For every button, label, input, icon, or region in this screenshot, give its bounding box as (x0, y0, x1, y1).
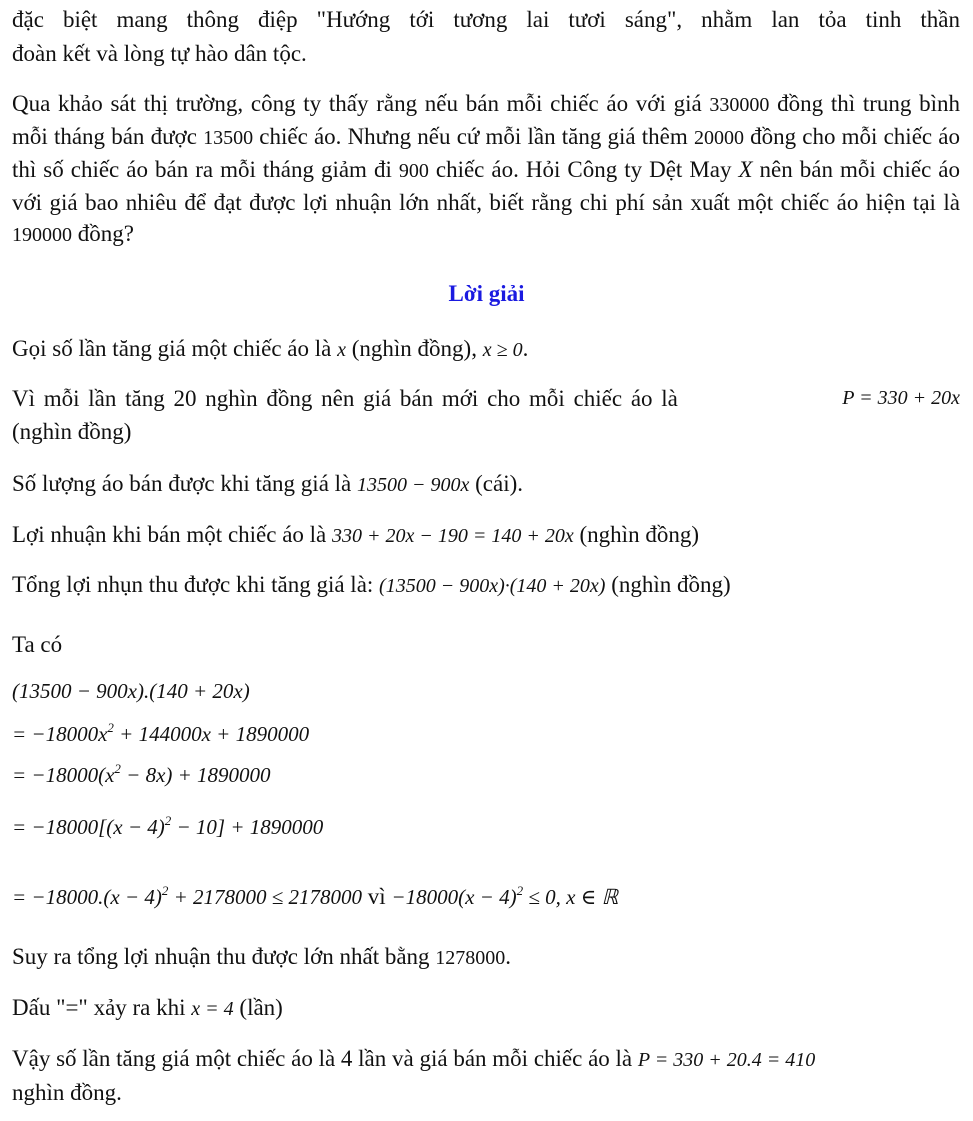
step-5 (12, 569, 731, 602)
step-1 (12, 333, 528, 366)
step-1-var: x (337, 339, 346, 361)
step-3-text: Số lượng áo bán được khi tăng giá là (12, 471, 357, 496)
equation-line-5 (12, 884, 618, 910)
problem-text-f: nên bán mỗi chiếc áo với giá bao nhiêu để đạt được lợi nhuận lớn nhất, biết rằng chi phí sản xuất một chiếc áo hiện tại là (12, 157, 960, 215)
step-8-unit: (lần) (233, 995, 283, 1020)
step-2-text: Vì mỗi lần tăng 20 nghìn đồng nên giá bán mới cho mỗi chiếc áo là (12, 386, 678, 411)
equation-line-2 (12, 722, 309, 747)
eq5-part-g: ≤ 0, x ∈ ℝ (523, 885, 619, 909)
step-5-text: Tổng lợi nhụn thu được khi tăng giá là: (12, 572, 380, 597)
cost-value: 190000 (12, 224, 72, 246)
equation-line-3 (12, 763, 271, 788)
step-9-text: Vậy số lần tăng giá một chiếc áo là 4 lần và giá bán mỗi chiếc áo là (12, 1046, 638, 1071)
problem-text-g: đồng? (72, 221, 134, 246)
step-4-text: Lợi nhuận khi bán một chiếc áo là (12, 522, 333, 547)
eq2-exponent: 2 (107, 720, 114, 735)
company-symbol: X (738, 157, 753, 182)
step-7-text: Suy ra tổng lợi nhuận thu được lớn nhất bằng (12, 944, 436, 969)
step-3-equation: 13500 − 900x (357, 474, 470, 496)
step-8-equation: x = 4 (191, 998, 234, 1020)
step-6: Ta có (12, 632, 63, 657)
eq3-part-c: − 8x) + 1890000 (120, 763, 271, 787)
step-2-unit: (nghìn đồng) (12, 419, 132, 444)
step-9 (12, 1043, 815, 1076)
step-7 (12, 941, 511, 974)
step-9-unit: nghìn đồng. (12, 1080, 122, 1105)
problem-text-a: Qua khảo sát thị trường, công ty thấy rằng nếu bán mỗi chiếc áo với giá (12, 91, 710, 116)
eq2-part-a: = −18000x (12, 722, 108, 746)
step-9-equation: P = 330 + 20.4 = 410 (637, 1049, 816, 1071)
eq4-exponent: 2 (164, 813, 172, 828)
step-8 (12, 992, 283, 1025)
step-value: 20000 (693, 127, 744, 149)
step-1-period: . (522, 336, 529, 361)
step-5-unit: (nghìn đồng) (605, 572, 731, 597)
eq4-part-c: − 10] + 1890000 (171, 815, 324, 839)
problem-text-e: chiếc áo. Hỏi Công ty Dệt May (428, 157, 739, 182)
drop-value: 900 (398, 160, 429, 182)
step-1-unit: (nghìn đồng), (346, 336, 483, 361)
eq5-part-a: = −18000.(x − 4) (12, 885, 162, 909)
solution-title: Lời giải (448, 281, 525, 306)
eq5-exponent: 2 (161, 883, 169, 898)
step-4 (12, 519, 699, 552)
eq5-part-c: + 2178000 ≤ 2178000 (168, 885, 363, 909)
step-4-equation: 330 + 20x − 190 = 140 + 20x (332, 525, 574, 547)
step-1-text: Gọi số lần tăng giá một chiếc áo là (12, 336, 338, 361)
price-value: 330000 (709, 94, 770, 116)
eq5-exponent-2: 2 (516, 883, 524, 898)
step-3 (12, 468, 523, 501)
problem-text-c: chiếc áo. Nhưng nếu cứ mỗi lần tăng giá thêm (253, 124, 694, 149)
step-5-equation: (13500 − 900x)·(140 + 20x) (379, 575, 606, 597)
intro-line-1: đặc biệt mang thông điệp "Hướng tới tương lai tươi sáng", nhằm lan tỏa tinh thần (12, 7, 960, 32)
equation-line-4 (12, 815, 323, 840)
problem-text-d: đồng cho mỗi chiếc áo thì số chiếc áo bán ra mỗi tháng giảm đi (12, 124, 960, 182)
eq3-part-a: = −18000(x (12, 763, 115, 787)
eq5-because: vì (362, 884, 392, 909)
step-2-equation: P = 330 + 20x (842, 387, 960, 409)
max-profit-value: 1278000 (435, 947, 506, 969)
step-1-condition: x ≥ 0 (482, 339, 523, 361)
eq4-part-a: = −18000[(x − 4) (12, 815, 165, 839)
eq2-part-c: + 144000x + 1890000 (113, 722, 310, 746)
step-3-unit: (cái). (469, 471, 524, 496)
quantity-value: 13500 (203, 127, 254, 149)
intro-line-2: đoàn kết và lòng tự hào dân tộc. (12, 41, 307, 66)
problem-paragraph (12, 88, 960, 251)
step-8-text: Dấu "=" xảy ra khi (12, 995, 192, 1020)
step-2 (12, 383, 960, 414)
eq5-part-e: −18000(x − 4) (391, 885, 517, 909)
problem-text-b: đồng thì trung bình mỗi tháng bán được (12, 91, 960, 149)
equation-line-1: (13500 − 900x).(140 + 20x) (12, 679, 250, 703)
step-7-period: . (505, 944, 512, 969)
eq3-exponent: 2 (114, 761, 121, 776)
step-4-unit: (nghìn đồng) (573, 522, 699, 547)
